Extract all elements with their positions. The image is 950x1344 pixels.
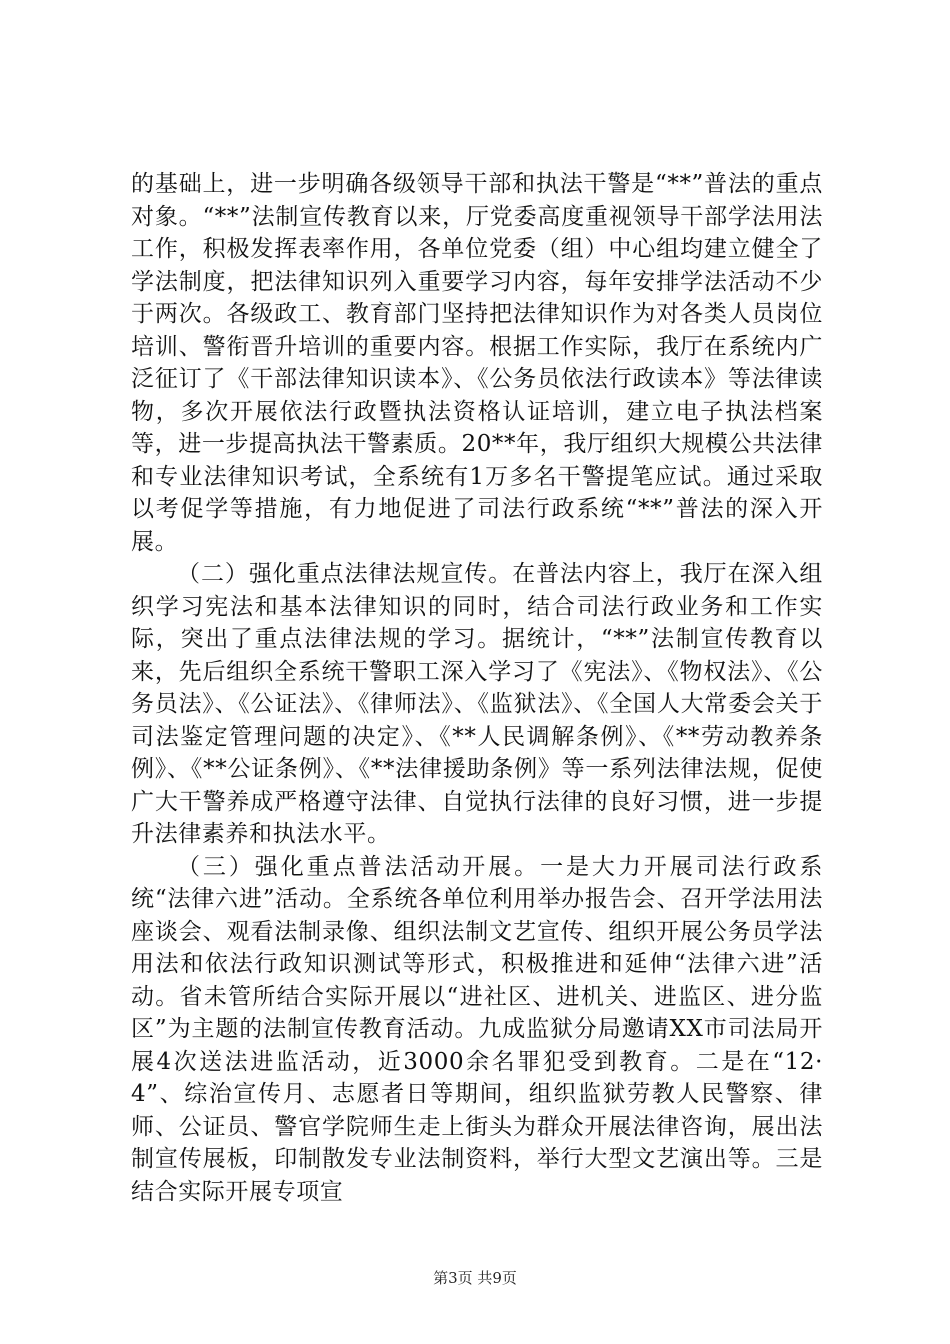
paragraph-section-two: （二）强化重点法律法规宣传。在普法内容上，我厅在深入组织学习宪法和基本法律知识的同时，结合司法行政业务和工作实际，突出了重点法律法规的学习。据统计，“**”法制宣传教育以来，先后组织全系统干警职工深入学习了《宪法》、《物权法》、《公务员法》、《公证法》、《律师法》、《监狱法》、《全国人大常委会关于司法鉴定管理问题的决定》、《**人民调解条例》、《**劳动教养条例》、《**公证条例》、《**法律援助条例》等一系列法律法规，促使广大干警养成严格遵守法律、自觉执行法律的良好习惯，进一步提升法律素养和执法水平。 bbox=[131, 561, 823, 847]
paragraph-section-three: （三）强化重点普法活动开展。一是大力开展司法行政系统“法律六进”活动。全系统各单位利用举办报告会、召开学法用法座谈会、观看法制录像、组织法制文艺宣传、组织开展公务员学法用法和依法行政知识测试等形式，积极推进和延伸“法律六进”活动。省未管所结合实际开展以“进社区、进机关、进监区、进分监区”为主题的法制宣传教育活动。九成监狱分局邀请XX市司法局开展4次送法进监活动，近3000余名罪犯受到教育。二是在“12·4”、综治宣传月、志愿者日等期间，组织监狱劳教人民警察、律师、公证员、警官学院师生走上街头为群众开展法律咨询，展出法制宣传展板，印制散发专业法制资料，举行大型文艺演出等。三是结合实际开展专项宣 bbox=[131, 853, 823, 1205]
document-body bbox=[131, 168, 823, 1208]
paragraph-continuation: 的基础上，进一步明确各级领导干部和执法干警是“**”普法的重点对象。“**”法制宣传教育以来，厅党委高度重视领导干部学法用法工作，积极发挥表率作用，各单位党委（组）中心组均建立健全了学法制度，把法律知识列入重要学习内容，每年安排学法活动不少于两次。各级政工、教育部门坚持把法律知识作为对各类人员岗位培训、警衔晋升培训的重要内容。根据工作实际，我厅在系统内广泛征订了《干部法律知识读本》、《公务员依法行政读本》等法律读物，多次开展依法行政暨执法资格认证培训，建立电子执法档案等，进一步提高执法干警素质。20**年，我厅组织大规模公共法律和专业法律知识考试，全系统有1万多名干警提笔应试。通过采取以考促学等措施，有力地促进了司法行政系统“**”普法的深入开展。 bbox=[131, 171, 823, 555]
page-footer: 第3页 共9页 bbox=[433, 1269, 517, 1287]
